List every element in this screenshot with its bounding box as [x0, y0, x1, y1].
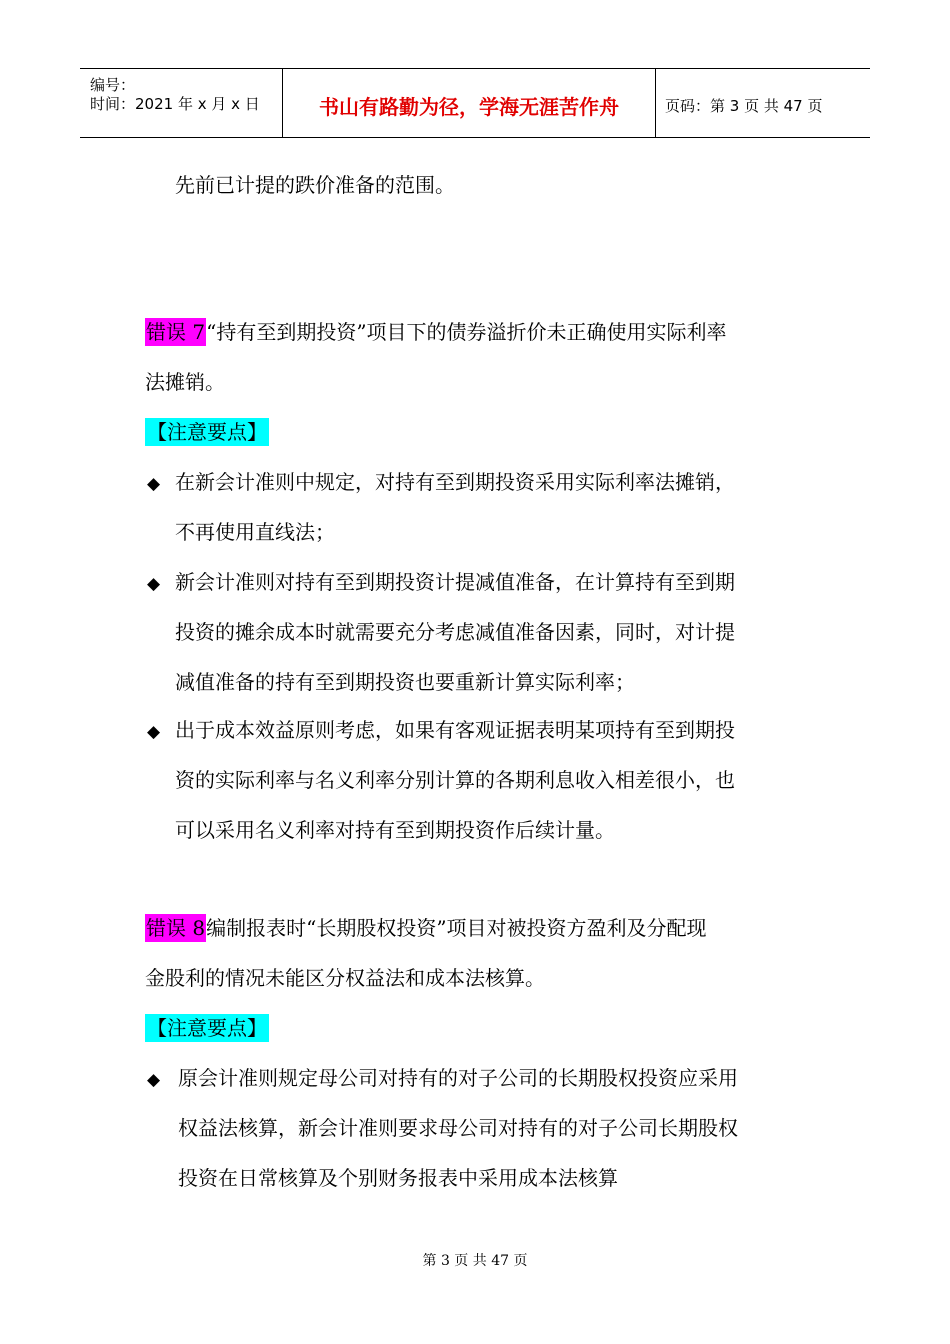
intro-text: 先前已计提的跌价准备的范围。 [175, 173, 455, 197]
document-time-label: 时间：2021 年 x 月 x 日 [90, 95, 260, 113]
error-7-point-3-line-2: 资的实际利率与名义利率分别计算的各期利息收入相差很小，也 [175, 768, 735, 792]
error-8-note-heading: 【注意要点】 [147, 1016, 267, 1040]
header-page-cell [655, 69, 870, 137]
error-7-point-3-line-3: 可以采用名义利率对持有至到期投资作后续计量。 [175, 818, 615, 842]
header-meta-cell [80, 69, 282, 137]
error-8-title: 编制报表时“长期股权投资”项目对被投资方盈利及分配现 [206, 916, 707, 940]
error-7-title: “持有至到期投资”项目下的债券溢折价未正确使用实际利率 [206, 320, 727, 344]
error-7-point-2-line-2: 投资的摊余成本时就需要充分考虑减值准备因素，同时，对计提 [175, 620, 735, 644]
error-7-tag: 错误 7 [146, 320, 206, 344]
document-number-label: 编号： [90, 76, 136, 94]
error-8-title-cont: 金股利的情况未能区分权益法和成本法核算。 [145, 966, 545, 990]
bullet-diamond-icon: ◆ [147, 474, 161, 494]
bullet-diamond-icon: ◆ [147, 722, 161, 742]
header-page-number: 页码：第 3 页 共 47 页 [665, 97, 823, 115]
error-7-heading [145, 322, 727, 342]
bullet-diamond-icon: ◆ [147, 574, 161, 594]
page-footer-number: 第 3 页 共 47 页 [422, 1253, 528, 1269]
header-motto: 书山有路勤为径，学海无涯苦作舟 [319, 95, 619, 119]
error-7-note-heading: 【注意要点】 [147, 420, 267, 444]
bullet-diamond-icon: ◆ [147, 1070, 161, 1090]
page-header [80, 68, 870, 138]
error-7-point-1-line-2: 不再使用直线法； [175, 520, 335, 544]
error-7-point-2-line-1: 新会计准则对持有至到期投资计提减值准备，在计算持有至到期 [175, 570, 735, 594]
error-7-point-2-line-3: 减值准备的持有至到期投资也要重新计算实际利率； [175, 670, 635, 694]
header-motto-cell [282, 69, 656, 137]
error-8-point-1-line-3: 投资在日常核算及个别财务报表中采用成本法核算 [178, 1166, 618, 1190]
error-8-point-1-line-2: 权益法核算，新会计准则要求母公司对持有的对子公司长期股权 [178, 1116, 738, 1140]
error-8-point-1-line-1: 原会计准则规定母公司对持有的对子公司的长期股权投资应采用 [178, 1066, 738, 1090]
error-7-point-3-line-1: 出于成本效益原则考虑，如果有客观证据表明某项持有至到期投 [175, 718, 735, 742]
error-7-point-1-line-1: 在新会计准则中规定，对持有至到期投资采用实际利率法摊销， [175, 470, 735, 494]
error-7-title-cont: 法摊销。 [145, 370, 225, 394]
error-8-heading [145, 918, 707, 938]
error-8-tag: 错误 8 [146, 916, 206, 940]
